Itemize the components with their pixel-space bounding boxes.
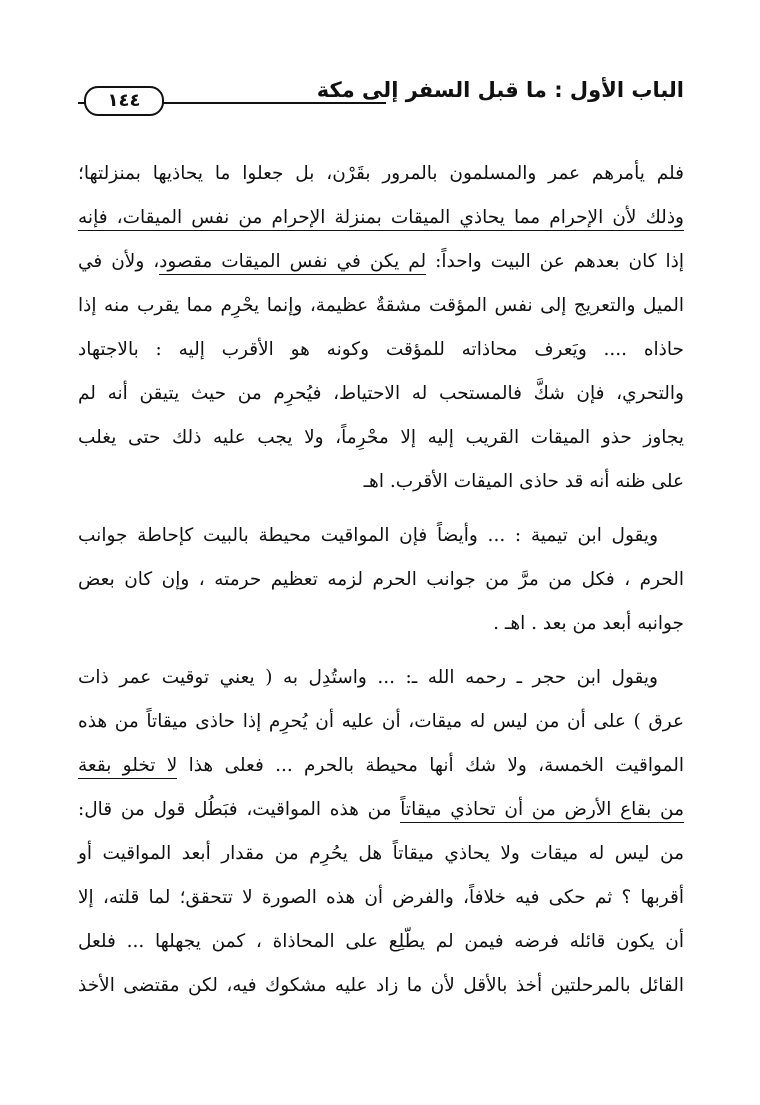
text-line: جوانبه أبعد من بعد . اهـ . bbox=[493, 613, 684, 634]
text-line: الحرم ، فكل من مرَّ من جوانب الحرم لزمه تعظيم حرمته ، وإن كان بعض bbox=[78, 569, 684, 590]
text-line bbox=[78, 240, 684, 284]
underlined-phrase: لم يكن في نفس الميقات مقصود bbox=[159, 251, 426, 275]
underlined-phrase: وذلك لأن الإحرام مما يحاذي الميقات بمنزلة الإحرام من نفس الميقات، فإنه bbox=[78, 207, 684, 231]
text-line: الميل والتعريج إلى نفس المؤقت مشقةٌ عظيمة، وإنما يحْرِم مما يقرب منه إذا bbox=[78, 295, 684, 316]
text-line: أن يكون قائله فرضه فيمن لم يطّلِع على المحاذاة ، كمن يجهلها ... فلعل bbox=[78, 931, 684, 952]
page-number: ١٤٤ bbox=[84, 86, 164, 116]
text-segment: من هذه المواقيت، فبَطُل قول من قال: bbox=[78, 799, 401, 820]
text-line bbox=[78, 744, 684, 788]
text-line: حاذاه .... ويَعرف محاذاته للمؤقت وكونه هو الأقرب إليه : بالاجتهاد bbox=[78, 339, 684, 360]
text-line: على ظنه أنه قد حاذى الميقات الأقرب. اهـ bbox=[363, 471, 684, 492]
underlined-phrase: من بقاع الأرض من أن تحاذي ميقاتاً bbox=[400, 799, 684, 823]
text-line: فلم يأمرهم عمر والمسلمون بالمرور بقَرْن، بل جعلوا ما يحاذيها بمنزلتها؛ bbox=[78, 163, 684, 184]
text-segment: ، ولأن في bbox=[78, 251, 160, 272]
text-line bbox=[78, 788, 684, 832]
text-line: عرق ) على أن من ليس له ميقات، أن عليه أن يُحرِم إذا حاذى ميقاتاً من هذه bbox=[78, 711, 684, 732]
text-segment: المواقيت الخمسة، ولا شك أنها محيطة بالحرم ... فعلى هذا bbox=[177, 755, 684, 776]
text-line: والتحري، فإن شكَّ فالمستحب له الاحتياط، فيُحرِم من حيث يتيقن أنه لم bbox=[78, 383, 684, 404]
text-line: من ليس له ميقات ولا يحاذي ميقاتاً هل يحُرِم من مقدار أبعد المواقيت أو bbox=[78, 843, 684, 864]
text-line: يجاوز حذو الميقات القريب إليه إلا محْرِماً، ولا يجب عليه ذلك حتى يغلب bbox=[78, 427, 684, 448]
underlined-phrase: لا تخلو بقعة bbox=[78, 755, 177, 779]
text-line: ويقول ابن تيمية : ... وأيضاً فإن المواقيت محيطة بالبيت كإحاطة جوانب bbox=[78, 525, 658, 546]
body-text bbox=[78, 152, 684, 1008]
text-line: ويقول ابن حجر ـ رحمه الله ـ: ... واستُدِل به ( يعني توقيت عمر ذات bbox=[78, 667, 658, 688]
page-header bbox=[78, 66, 684, 116]
text-line: أقربها ؟ ثم حكى فيه خلافاً، والفرض أن هذه الصورة لا تتحقق؛ لما قلته، إلا bbox=[78, 887, 684, 908]
running-title: الباب الأول : ما قبل السفر إلى مكة bbox=[316, 78, 684, 102]
text-segment: إذا كان بعدهم عن البيت واحداً: bbox=[426, 251, 684, 272]
text-line-underlined bbox=[78, 196, 684, 240]
text-line: القائل بالمرحلتين أخذ بالأقل لأن ما زاد عليه مشكوك فيه، لكن مقتضى الأخذ bbox=[78, 975, 684, 996]
